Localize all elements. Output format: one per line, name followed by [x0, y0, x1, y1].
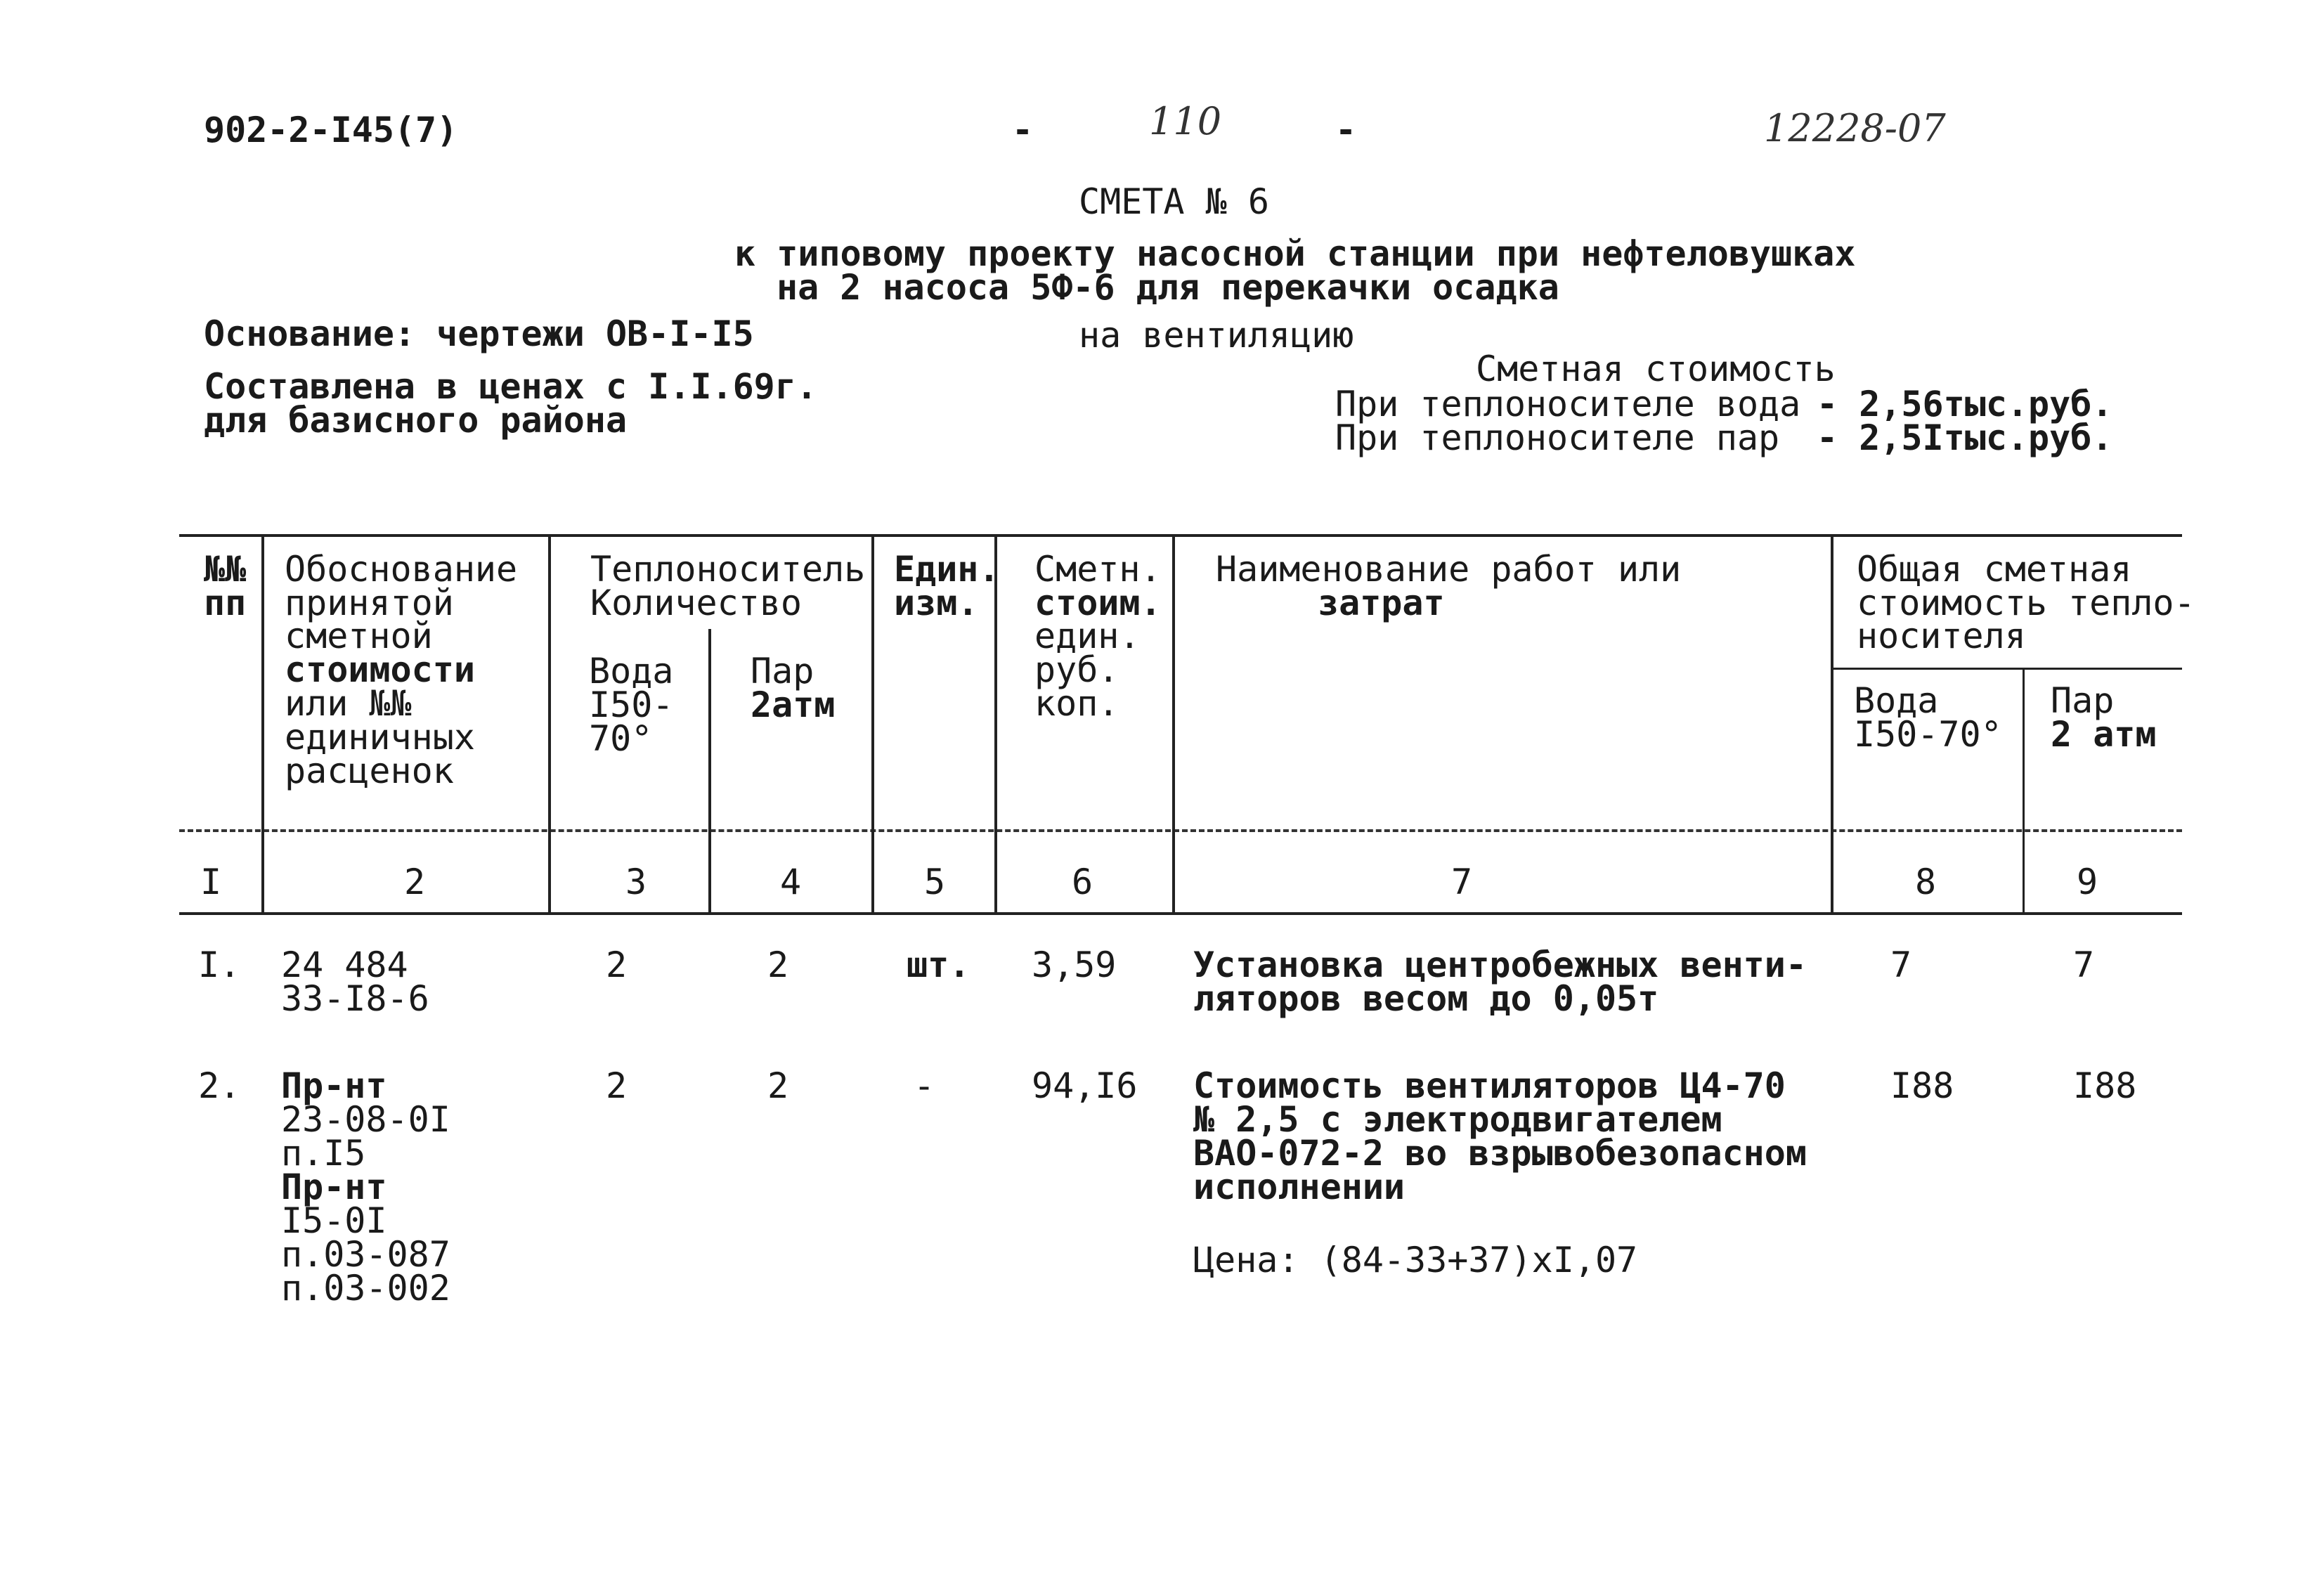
page-dash-left: - [1012, 110, 1034, 150]
colnum-bottom-rule [179, 912, 2182, 915]
row-basis-line3: п.I5 [281, 1133, 366, 1174]
row-unit: шт. [907, 945, 971, 985]
row-basis-line7: п.03-002 [281, 1268, 450, 1309]
row-basis-line1: Пр-нт [281, 1065, 387, 1106]
header-col2-line1: Обоснование [285, 549, 518, 590]
header-col8-line1: Вода [1854, 680, 1939, 721]
page-dash-right: - [1335, 110, 1357, 150]
col-divider-2 [548, 534, 551, 914]
row-name-line1: Стоимость вентиляторов Ц4-70 [1193, 1065, 1786, 1106]
header-col1-line1: №№ [204, 549, 247, 590]
header-col2-line2: принятой [285, 583, 454, 623]
header-col89-line1: Общая сметная [1857, 549, 2132, 590]
cost-water-label: При теплоносителе вода [1335, 384, 1801, 424]
row-unit: - [914, 1065, 935, 1106]
header-col2-line3: сметной [285, 616, 433, 656]
row-unit-cost: 94,I6 [1032, 1065, 1138, 1106]
document-number: 902-2-I45(7) [204, 110, 458, 150]
estimate-subtitle-line3: на вентиляцию [1079, 315, 1354, 356]
table-top-rule [179, 534, 2182, 537]
row-total-steam: 7 [2073, 945, 2095, 985]
row-name-line3: ВАО-072-2 во взрывобезопасном [1193, 1133, 1807, 1174]
header-col8-line2: I50-70° [1854, 714, 2002, 755]
row-total-steam: I88 [2073, 1065, 2137, 1106]
row-water-qty: 2 [606, 945, 628, 985]
row-basis-line2: 23-08-0I [281, 1099, 450, 1140]
row-basis-line5: I5-0I [281, 1200, 387, 1241]
estimate-title: СМЕТА № 6 [1079, 181, 1269, 222]
row-steam-qty: 2 [767, 945, 789, 985]
row-name-line2: № 2,5 с электродвигателем [1193, 1099, 1722, 1140]
row-name-line1: Установка центробежных венти- [1193, 945, 1807, 985]
header-col89-line2: стоимость тепло- [1857, 583, 2195, 623]
column-number-3: 3 [625, 862, 647, 902]
column-number-2: 2 [403, 862, 426, 902]
header-col6-line2: стоим. [1034, 583, 1162, 623]
column-number-4: 4 [779, 862, 802, 902]
column-number-6: 6 [1071, 862, 1093, 902]
header-col3-line3: 70° [589, 718, 653, 759]
header-col4-line1: Пар [751, 651, 814, 692]
prices-date: Составлена в ценах с I.I.69г. [204, 366, 817, 407]
cost-summary-heading: Сметная стоимость [1476, 349, 1836, 389]
column-number-7: 7 [1450, 862, 1473, 902]
column-number-1: I [200, 862, 222, 902]
column-number-9: 9 [2076, 862, 2098, 902]
header-col6-line3: един. [1034, 616, 1141, 656]
header-col6-line5: коп. [1034, 683, 1119, 724]
header-col2-line5: или №№ [285, 683, 412, 724]
col-divider-8 [2023, 668, 2025, 914]
header-heat-carrier: Теплоноситель [590, 549, 866, 590]
estimate-subtitle-line1: к типовому проекту насосной станции при нефтеловушках [734, 233, 1856, 274]
col-divider-7 [1831, 534, 1833, 914]
header-col7-line1: Наименование работ или [1216, 549, 1682, 590]
base-region: для базисного района [204, 400, 628, 441]
row-price-note: Цена: (84-33+37)хI,07 [1193, 1240, 1638, 1280]
column-number-8: 8 [1914, 862, 1937, 902]
row-number: 2. [198, 1065, 241, 1106]
row-name-line4: исполнении [1193, 1167, 1406, 1207]
header-col5-line2: изм. [894, 583, 979, 623]
header-col9-line1: Пар [2051, 680, 2115, 721]
row-name-line2: ляторов весом до 0,05т [1193, 978, 1659, 1019]
header-col2-line7: расценок [285, 751, 454, 791]
header-col2-line6: единичных [285, 717, 475, 758]
col89-subheader-rule [1831, 668, 2182, 670]
header-col9-line2: 2 атм [2051, 714, 2157, 755]
header-col89-line3: носителя [1857, 616, 2026, 656]
row-water-qty: 2 [606, 1065, 628, 1106]
archive-number: 12228-07 [1764, 106, 1946, 150]
estimate-subtitle-line2: на 2 насоса 5Ф-6 для перекачки осадка [777, 267, 1559, 308]
col-divider-5 [994, 534, 997, 914]
row-basis-line4: Пр-нт [281, 1167, 387, 1207]
col-divider-4 [871, 534, 874, 914]
cost-water-value: - 2,56тыс.руб. [1817, 384, 2113, 424]
row-unit-cost: 3,59 [1032, 945, 1117, 985]
header-col6-line4: руб. [1034, 649, 1119, 690]
row-basis-line6: п.03-087 [281, 1234, 450, 1275]
col-divider-6 [1172, 534, 1175, 914]
header-col2-line4: стоимости [285, 649, 475, 690]
cost-steam-value: - 2,5Iтыс.руб. [1817, 417, 2113, 458]
col-divider-3 [708, 629, 711, 914]
row-total-water: I88 [1890, 1065, 1954, 1106]
row-basis-line2: 33-I8-6 [281, 978, 429, 1019]
header-col5-line1: Един. [894, 549, 1000, 590]
header-bottom-rule [179, 829, 2182, 832]
estimate-basis: Основание: чертежи ОВ-I-I5 [204, 313, 754, 354]
header-col3-line1: Вода [589, 651, 674, 692]
row-steam-qty: 2 [767, 1065, 789, 1106]
header-quantity: Количество [590, 583, 803, 623]
row-basis-line1: 24 484 [281, 945, 408, 985]
header-col6-line1: Сметн. [1034, 549, 1162, 590]
header-col3-line2: I50- [589, 684, 674, 725]
header-col1-line2: пп [204, 583, 247, 623]
row-total-water: 7 [1890, 945, 1912, 985]
col-divider-1 [261, 534, 264, 914]
header-col7-line2: затрат [1318, 583, 1445, 623]
page-number: 110 [1149, 99, 1222, 143]
row-number: I. [198, 945, 241, 985]
header-col4-line2: 2атм [751, 684, 836, 725]
column-number-5: 5 [923, 862, 946, 902]
cost-steam-label: При теплоносителе пар [1335, 417, 1780, 458]
